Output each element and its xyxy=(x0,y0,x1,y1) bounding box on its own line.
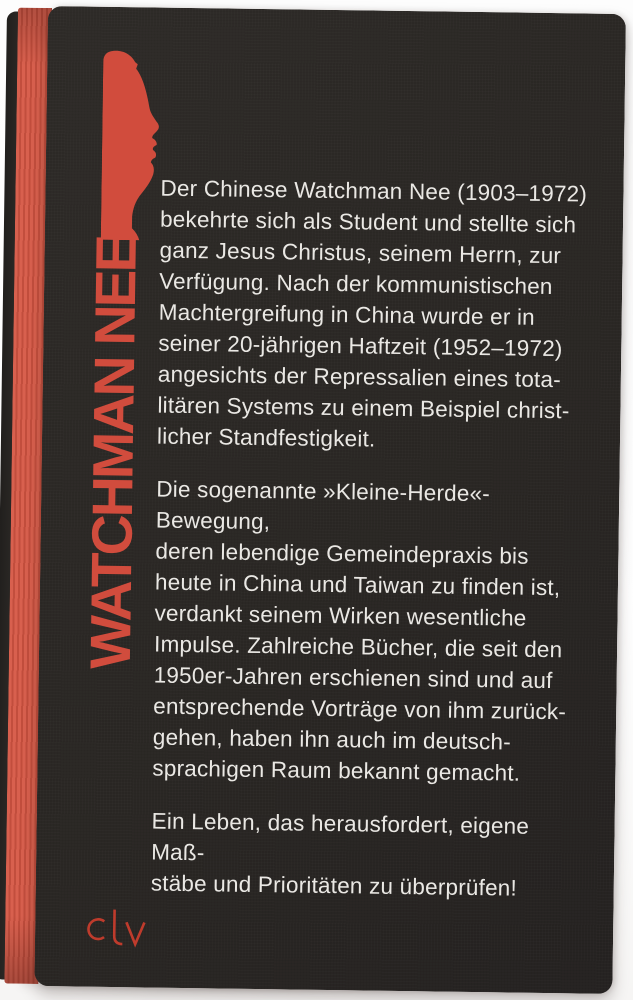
vertical-title: WATCHMAN NEE xyxy=(78,236,149,670)
blurb-paragraph-1: Der Chinese Watchman Nee (1903–1972) bekehrte sich als Student und stellte sich ganz Jesus Christus, seinem Herrn, zur Verfügung. Nach der kommunistischen Machtergreifung in China wurde er in seiner 20-jährigen Haftzeit (1952–1972) angesichts der Repressalien eines tota- litären Systems zu einem Beispiel christ- licher Standfestigkeit. xyxy=(156,175,588,452)
clv-logo-icon xyxy=(85,903,152,952)
back-cover xyxy=(34,6,626,994)
blurb-paragraph-2: Die sogenannte »Kleine-Herde«-Bewegung, deren lebendige Gemeindepraxis bis heute in China und Taiwan zu finden ist, verdankt seinem Wirken wesentliche Impulse. Zahlreiche Bücher, die seit den 1950er-Jahren erschienen sind und auf entsprechende Vorträge von ihm zurück- gehen, haben ihn auch im deutsch- sprachigen Raum bekannt gemacht. xyxy=(152,476,567,786)
back-cover-text xyxy=(150,173,592,927)
blurb-paragraph-3: Ein Leben, das herausfordert, eigene Maß- stäbe und Prioritäten zu überprüfen! xyxy=(150,808,530,901)
face-silhouette-icon xyxy=(101,50,162,241)
